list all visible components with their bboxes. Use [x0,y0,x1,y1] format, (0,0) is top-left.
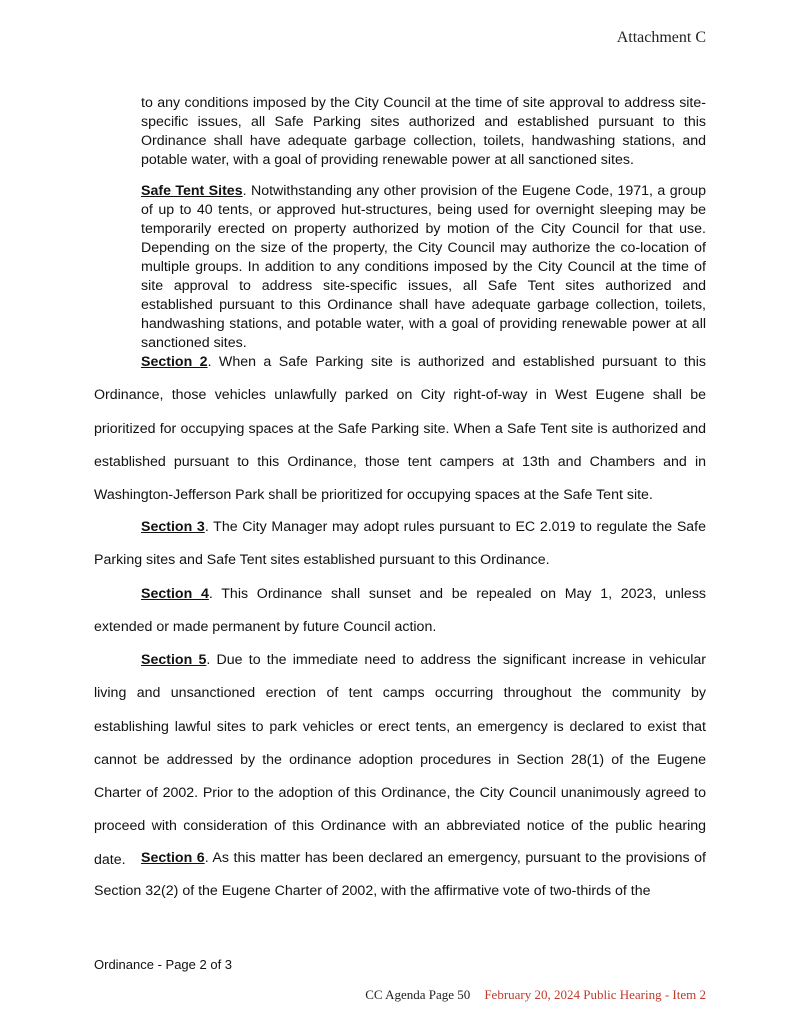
section-3-body: . The City Manager may adopt rules pursuant to EC 2.019 to regulate the Safe Parking sites and Safe Tent sites established pursuant to this Ordinance. [94,519,707,569]
attachment-label: Attachment C [616,29,706,46]
section-3 [94,511,706,578]
section-4-heading: Section 4 [141,586,209,602]
page-number-label: Ordinance - Page 2 of 3 [94,957,233,972]
hearing-label: February 20, 2024 Public Hearing - Item 2 [484,987,706,1002]
safe-tent-sites-heading: Safe Tent Sites [141,183,243,199]
safe-tent-sites-body: . Notwithstanding any other provision of the Eugene Code, 1971, a group of up to 40 tents, or approved hut-structures, being used for overnight sleeping may be temporarily erected on property authorized by motion of the City Council for that use. Depending on the size of the property, the City Council may authorize the co-location of multiple groups. In addition to any conditions imposed by the City Council at the time of site approval to address site-specific issues, all Safe Tent sites authorized and established pursuant to this Ordinance shall have adequate garbage collection, toilets, handwashing stations, and potable water, with a goal of providing renewable power at all sanctioned sites. [141,183,706,351]
section-2-body: . When a Safe Parking site is authorized and established pursuant to this Ordinance, those vehicles unlawfully parked on City right-of-way in West Eugene shall be prioritized for occupying spaces at the Safe Parking site. When a Safe Tent site is authorized and established pursuant to this Ordinance, those tent campers at 13th and Chambers and in Washington-Jefferson Park shall be prioritized for occupying spaces at the Safe Tent site. [94,354,706,504]
agenda-page-label: CC Agenda Page 50 [365,987,471,1002]
section-6-body: . As this matter has been declared an emergency, pursuant to the provisions of Section 32(2) of the Eugene Charter of 2002, with the affirmative vote of two-thirds of the [94,850,706,900]
section-5-heading: Section 5 [141,652,207,668]
section-4 [94,578,706,645]
paragraph-safe-tent-sites [141,182,706,353]
section-6 [94,842,706,909]
section-2-heading: Section 2 [141,354,208,370]
section-3-heading: Section 3 [141,519,205,535]
section-6-heading: Section 6 [141,850,205,866]
section-4-body: . This Ordinance shall sunset and be repealed on May 1, 2023, unless extended or made permanent by future Council action. [94,586,707,636]
section-2 [94,346,706,512]
paragraph-safe-parking-continued: to any conditions imposed by the City Council at the time of site approval to address site-specific issues, all Safe Parking sites authorized and established pursuant to this Ordinance shall have adequate garbage collection, toilets, handwashing stations, and potable water, with a goal of providing renewable power at all sanctioned sites. [141,95,706,168]
section-5-body: . Due to the immediate need to address the significant increase in vehicular living and unsanctioned erection of tent camps occurring throughout the community by establishing lawful sites to park vehicles or erect tents, an emergency is declared to exist that cannot be addressed by the ordinance adoption procedures in Section 28(1) of the Eugene Charter of 2002. Prior to the adoption of this Ordinance, the City Council unanimously agreed to proceed with consideration of this Ordinance with an abbreviated notice of the public hearing date. [94,652,706,868]
footer-agenda-line [365,987,706,1003]
